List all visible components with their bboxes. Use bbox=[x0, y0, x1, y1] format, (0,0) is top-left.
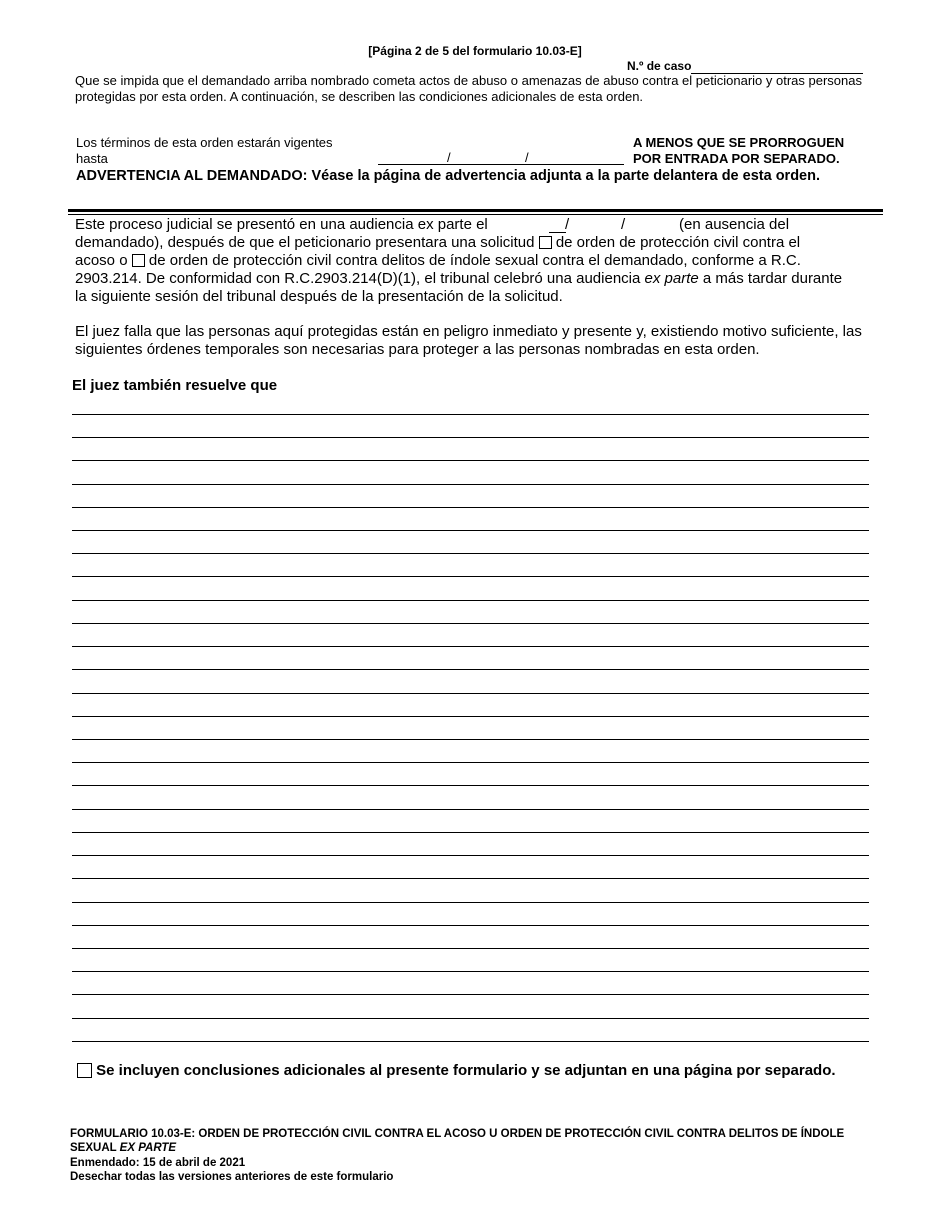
sexual-offense-petition-checkbox[interactable] bbox=[132, 254, 145, 267]
terms-line-1: Los términos de esta orden estarán vigentes bbox=[76, 135, 333, 150]
intro-paragraph: Que se impida que el demandado arriba nombrado cometa actos de abuso o amenazas de abuso contra el peticionario y otras personas protegidas por esta orden. A continuación, se describen las condiciones adicionales de esta orden. bbox=[75, 73, 862, 104]
footer-amended-date: Enmendado: 15 de abril de 2021 bbox=[70, 1157, 246, 1169]
hearing-line-2-text: demandado), después de que el peticionario presentara una solicitud bbox=[75, 234, 535, 251]
order-writing-line[interactable] bbox=[72, 878, 869, 879]
unless-extended-line-2: POR ENTRADA POR SEPARADO. bbox=[633, 151, 840, 166]
footer-ex-parte-italic: EX PARTE bbox=[119, 1142, 177, 1154]
order-writing-line[interactable] bbox=[72, 994, 869, 995]
case-number-label bbox=[627, 59, 863, 74]
footer-discard-notice: Desechar todas las versiones anteriores de este formulario bbox=[70, 1171, 394, 1183]
finding-paragraph: El juez falla que las personas aquí protegidas están en peligro inmediato y presente y, existiendo motivo suficiente, las siguientes órdenes temporales son necesarias para proteger a las personas nombradas en esta orden. bbox=[75, 323, 862, 358]
date-slash-1: / bbox=[447, 150, 451, 165]
page-label: [Página 2 de 5 del formulario 10.03-E] bbox=[368, 44, 582, 58]
footer-form-title bbox=[70, 1127, 870, 1155]
hearing-line-3 bbox=[75, 252, 801, 270]
hearing-line-4-end: a más tardar durante bbox=[702, 270, 843, 287]
order-writing-line[interactable] bbox=[72, 1018, 869, 1019]
order-writing-line[interactable] bbox=[72, 437, 869, 438]
footer-form-title-text: FORMULARIO 10.03-E: ORDEN DE PROTECCIÓN CIVIL CONTRA EL ACOSO U ORDEN DE PROTECCIÓN CIVIL CONTRA DELITOS DE ÍNDOLE SEXUAL bbox=[70, 1128, 845, 1154]
order-writing-line[interactable] bbox=[72, 623, 869, 624]
terms-line-2: hasta bbox=[76, 151, 108, 166]
order-writing-line[interactable] bbox=[72, 507, 869, 508]
expiration-date-field[interactable] bbox=[378, 164, 624, 165]
hearing-date-slash-1: / bbox=[565, 216, 570, 233]
court-orders-heading: El juez también resuelve que bbox=[72, 377, 278, 394]
order-writing-line[interactable] bbox=[72, 576, 869, 577]
additional-findings-row bbox=[77, 1062, 836, 1080]
order-writing-line[interactable] bbox=[72, 414, 869, 415]
hearing-line-1-text: Este proceso judicial se presentó en una audiencia ex parte el bbox=[75, 216, 488, 233]
hearing-date-field[interactable] bbox=[549, 232, 566, 233]
additional-findings-checkbox[interactable] bbox=[77, 1063, 92, 1078]
section-divider-thick bbox=[68, 209, 883, 212]
unless-extended-line-1: A MENOS QUE SE PRORROGUEN bbox=[633, 135, 845, 150]
hearing-line-1-end: (en ausencia del bbox=[679, 216, 790, 233]
order-writing-line[interactable] bbox=[72, 832, 869, 833]
hearing-line-2 bbox=[75, 234, 800, 252]
respondent-warning: ADVERTENCIA AL DEMANDADO: Véase la página de advertencia adjunta a la parte delantera de esta orden. bbox=[76, 168, 820, 184]
hearing-ex-parte-italic: ex parte bbox=[644, 270, 699, 287]
order-writing-line[interactable] bbox=[72, 1041, 869, 1042]
order-writing-line[interactable] bbox=[72, 460, 869, 461]
order-writing-line[interactable] bbox=[72, 925, 869, 926]
case-number-label-text: N.º de caso bbox=[627, 59, 692, 73]
order-writing-line[interactable] bbox=[72, 809, 869, 810]
order-writing-line[interactable] bbox=[72, 902, 869, 903]
order-writing-line[interactable] bbox=[72, 948, 869, 949]
hearing-line-5: la siguiente sesión del tribunal después de la presentación de la solicitud. bbox=[75, 288, 563, 305]
order-writing-line[interactable] bbox=[72, 716, 869, 717]
section-divider-thin bbox=[68, 214, 883, 215]
order-writing-line[interactable] bbox=[72, 646, 869, 647]
hearing-date-slash-2: / bbox=[621, 216, 626, 233]
harassment-petition-checkbox[interactable] bbox=[539, 236, 552, 249]
date-slash-2: / bbox=[525, 150, 529, 165]
hearing-line-4 bbox=[75, 270, 842, 288]
hearing-line-3-text: acoso o bbox=[75, 252, 128, 269]
additional-findings-label: Se incluyen conclusiones adicionales al presente formulario y se adjuntan en una página por separado. bbox=[96, 1062, 836, 1079]
order-writing-line[interactable] bbox=[72, 785, 869, 786]
order-writing-line[interactable] bbox=[72, 762, 869, 763]
order-writing-line[interactable] bbox=[72, 484, 869, 485]
order-writing-line[interactable] bbox=[72, 553, 869, 554]
order-writing-line[interactable] bbox=[72, 693, 869, 694]
order-writing-line[interactable] bbox=[72, 971, 869, 972]
order-writing-line[interactable] bbox=[72, 855, 869, 856]
order-writing-line[interactable] bbox=[72, 600, 869, 601]
hearing-line-2-end: de orden de protección civil contra el bbox=[555, 234, 801, 251]
hearing-line-4-text: 2903.214. De conformidad con R.C.2903.214(D)(1), el tribunal celebró una audiencia bbox=[75, 270, 641, 287]
order-writing-line[interactable] bbox=[72, 669, 869, 670]
order-writing-line[interactable] bbox=[72, 530, 869, 531]
hearing-line-3-end: de orden de protección civil contra delitos de índole sexual contra el demandado, conforme a R.C. bbox=[148, 252, 801, 269]
order-writing-line[interactable] bbox=[72, 739, 869, 740]
